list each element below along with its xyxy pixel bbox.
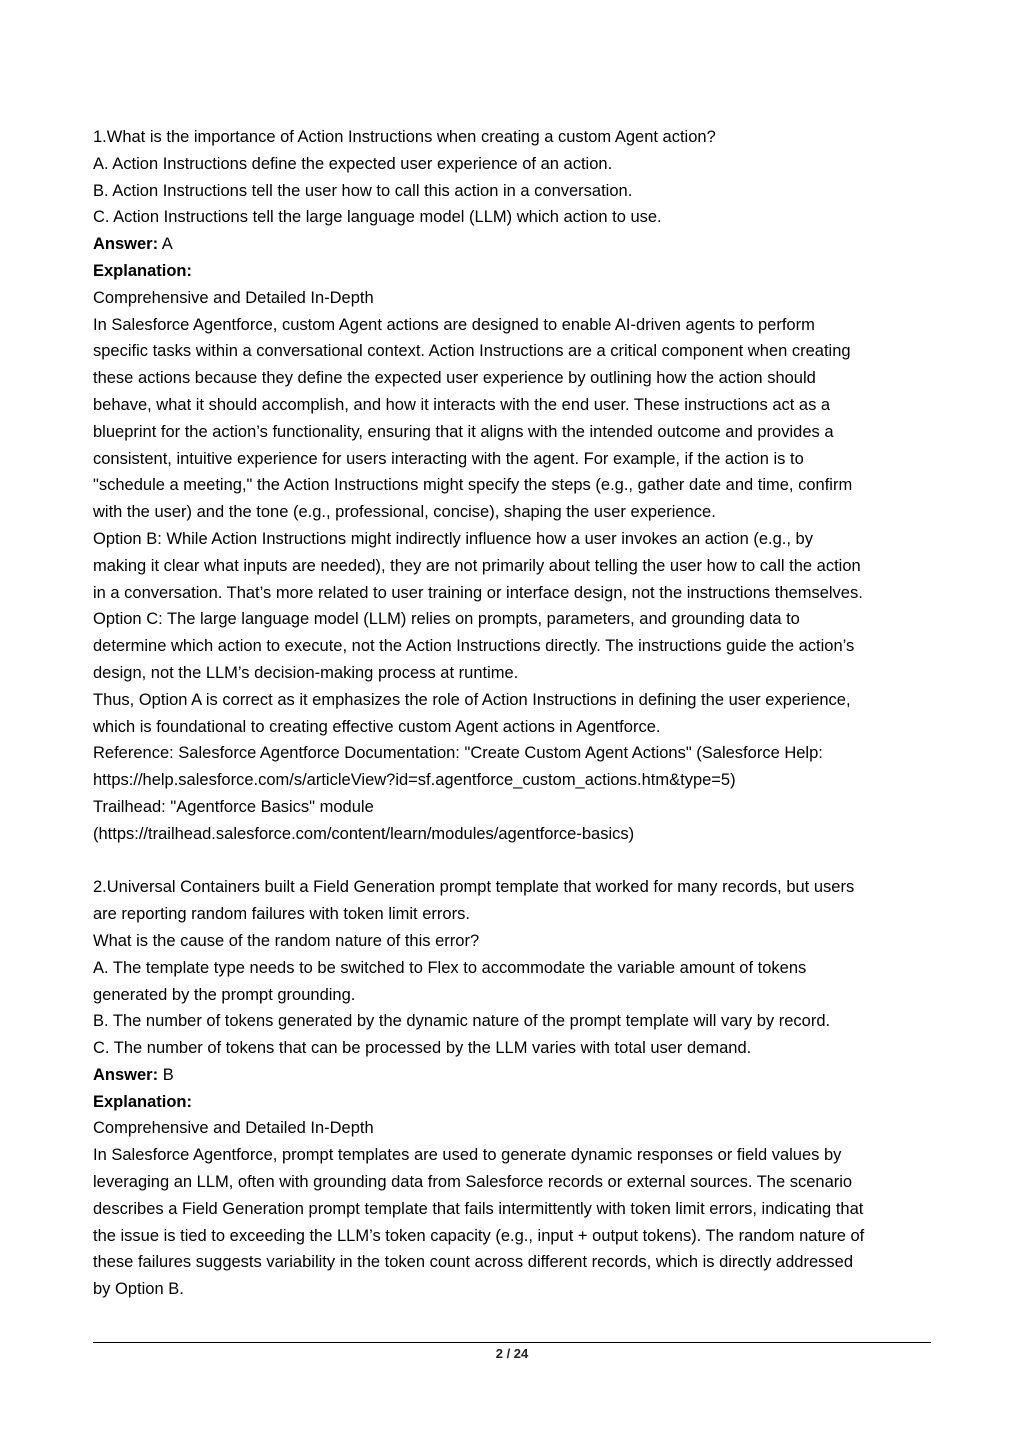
explanation-line: making it clear what inputs are needed), they are not primarily about telling the user how to call the action [93, 556, 861, 575]
answer-value: A [158, 235, 173, 254]
question-text: are reporting random failures with token limit errors. [93, 905, 470, 924]
explanation-line: "schedule a meeting," the Action Instructions might specify the steps (e.g., gather date and time, confirm [93, 476, 853, 495]
explanation-subtitle: Comprehensive and Detailed In-Depth [93, 288, 374, 307]
answer-label: Answer: [93, 235, 159, 254]
explanation-line: in a conversation. That’s more related to user training or interface design, not the instructions themselves. [93, 583, 863, 602]
explanation-label: Explanation: [93, 1092, 193, 1111]
reference-line: Reference: Salesforce Agentforce Documentation: "Create Custom Agent Actions" (Salesforce Help: [93, 744, 823, 763]
explanation-label: Explanation: [93, 261, 193, 280]
explanation-line: In Salesforce Agentforce, custom Agent actions are designed to enable AI-driven agents to perform [93, 315, 815, 334]
reference-line: Trailhead: "Agentforce Basics" module [93, 797, 374, 816]
question-text: What is the cause of the random nature of this error? [93, 931, 480, 950]
explanation-line: determine which action to execute, not the Action Instructions directly. The instructions guide the action’s [93, 637, 855, 656]
question-1 [93, 124, 938, 848]
answer-line [93, 1062, 938, 1089]
reference-url: https://help.salesforce.com/s/articleView?id=sf.agentforce_custom_actions.htm&type=5) [93, 771, 736, 790]
option-a: A. The template type needs to be switched to Flex to accommodate the variable amount of tokens [93, 958, 807, 977]
explanation-line: with the user) and the tone (e.g., professional, concise), shaping the user experience. [93, 503, 716, 522]
option-c: C. The number of tokens that can be processed by the LLM varies with total user demand. [93, 1039, 752, 1058]
explanation-line: Thus, Option A is correct as it emphasizes the role of Action Instructions in defining the user experience, [93, 690, 851, 709]
question-spacer [93, 848, 938, 875]
explanation-line: specific tasks within a conversational context. Action Instructions are a critical component when creating [93, 342, 851, 361]
explanation-line: design, not the LLM’s decision-making process at runtime. [93, 663, 519, 682]
explanation-subtitle: Comprehensive and Detailed In-Depth [93, 1119, 374, 1138]
explanation-line: leveraging an LLM, often with grounding data from Salesforce records or external sources. The scenario [93, 1173, 853, 1192]
page-number [0, 1346, 1024, 1361]
explanation-line: consistent, intuitive experience for users interacting with the agent. For example, if the action is to [93, 449, 804, 468]
page-total: 24 [513, 1346, 529, 1361]
option-b: B. The number of tokens generated by the dynamic nature of the prompt template will vary by record. [93, 1012, 831, 1031]
explanation-line: by Option B. [93, 1280, 184, 1299]
question-text: 2.Universal Containers built a Field Generation prompt template that worked for many records, but users [93, 878, 855, 897]
explanation-line: which is foundational to creating effective custom Agent actions in Agentforce. [93, 717, 661, 736]
option-b: B. Action Instructions tell the user how to call this action in a conversation. [93, 181, 633, 200]
page-current: 2 [495, 1346, 503, 1361]
option-a-continued: generated by the prompt grounding. [93, 985, 356, 1004]
explanation-line: behave, what it should accomplish, and how it interacts with the end user. These instructions act as a [93, 395, 831, 414]
answer-line [93, 231, 938, 258]
question-text: 1.What is the importance of Action Instructions when creating a custom Agent action? [93, 128, 716, 146]
option-c: C. Action Instructions tell the large language model (LLM) which action to use. [93, 208, 662, 227]
explanation-line: blueprint for the action’s functionality, ensuring that it aligns with the intended outcome and provides a [93, 422, 834, 441]
explanation-line: Option B: While Action Instructions might indirectly influence how a user invokes an action (e.g., by [93, 529, 813, 548]
explanation-line: In Salesforce Agentforce, prompt templates are used to generate dynamic responses or field values by [93, 1146, 842, 1165]
explanation-line: Option C: The large language model (LLM) relies on prompts, parameters, and grounding data to [93, 610, 800, 629]
document-body [93, 124, 938, 1303]
explanation-line: the issue is tied to exceeding the LLM’s token capacity (e.g., input + output tokens). The random nature of [93, 1226, 865, 1245]
page-separator: / [502, 1346, 514, 1361]
answer-value: B [158, 1065, 174, 1084]
option-a: A. Action Instructions define the expected user experience of an action. [93, 154, 613, 173]
answer-label: Answer: [93, 1065, 159, 1084]
footer-divider [93, 1342, 931, 1343]
explanation-line: describes a Field Generation prompt template that fails intermittently with token limit errors, indicating that [93, 1199, 864, 1218]
explanation-line: these actions because they define the expected user experience by outlining how the action should [93, 369, 816, 388]
reference-url: (https://trailhead.salesforce.com/content/learn/modules/agentforce-basics) [93, 824, 635, 843]
question-2 [93, 874, 938, 1303]
explanation-line: these failures suggests variability in the token count across different records, which is directly addressed [93, 1253, 853, 1272]
